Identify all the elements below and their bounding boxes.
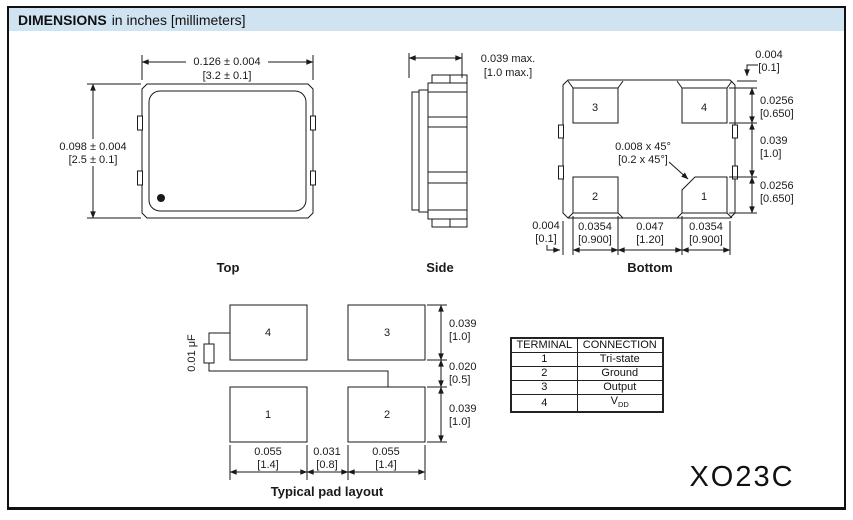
pad-gap-v-inches: 0.039 xyxy=(760,135,788,147)
gap-left-mm: [0.1] xyxy=(535,233,557,245)
top-width-mm: [3.2 ± 0.1] xyxy=(202,70,252,82)
gap-top-inches: 0.004 xyxy=(755,49,783,61)
terminal-cell: 3 xyxy=(511,381,577,395)
col-gap-mm: [0.8] xyxy=(316,459,338,471)
table-row xyxy=(511,353,663,367)
capacitor-symbol xyxy=(204,344,214,363)
pad-h-bot-mm: [0.650] xyxy=(760,193,794,205)
capacitor-value: 0.01 μF xyxy=(186,334,198,372)
bottom-pad2-number: 2 xyxy=(591,191,599,203)
side-lid-outline xyxy=(412,92,419,210)
terminal-connection-table xyxy=(510,337,664,413)
terminal-cell: 4 xyxy=(511,395,577,413)
connection-column-header: CONNECTION xyxy=(577,338,663,353)
chamfer-note-mm: [0.2 x 45°] xyxy=(618,154,668,166)
connection-cell: Tri-state xyxy=(577,353,663,367)
bottom-pad1-number: 1 xyxy=(700,191,708,203)
castellation-notch xyxy=(138,116,143,130)
connection-cell: Output xyxy=(577,381,663,395)
vdd-label: V xyxy=(610,395,618,407)
header-title: DIMENSIONS xyxy=(18,11,107,28)
pad-h-top-mm: [0.650] xyxy=(760,108,794,120)
top-view xyxy=(54,54,316,275)
layout-pad1-number: 1 xyxy=(264,409,272,421)
gap-left-leader xyxy=(547,245,560,250)
col-right-mm: [1.4] xyxy=(375,459,397,471)
pad-h-bot-inches: 0.0256 xyxy=(760,180,794,192)
gap-top-leader xyxy=(747,65,758,76)
row-gap-mm: [0.5] xyxy=(449,374,471,386)
pad-layout xyxy=(186,305,477,499)
thickness-extension-lines xyxy=(409,53,462,78)
top-view-label: Top xyxy=(216,260,240,275)
gap-top-mm: [0.1] xyxy=(758,62,780,74)
castellation-notch xyxy=(733,125,738,138)
vdd-subscript: DD xyxy=(618,400,629,410)
table-header-row xyxy=(511,338,663,353)
bottom-view xyxy=(532,49,793,275)
bottom-pad3-number: 3 xyxy=(591,102,599,114)
terminal-column-header: TERMINAL xyxy=(511,338,577,353)
side-body-outline xyxy=(428,83,467,219)
col-gap-inches: 0.031 xyxy=(313,446,341,458)
top-height-inches: 0.098 ± 0.004 xyxy=(59,141,127,153)
header-subtitle: in inches [millimeters] xyxy=(111,11,246,28)
top-width-inches: 0.126 ± 0.004 xyxy=(193,56,261,68)
row-top-inches: 0.039 xyxy=(449,318,477,330)
castellation-notch xyxy=(559,125,564,138)
pad-gap-h-mm: [1.20] xyxy=(636,234,664,246)
table-row xyxy=(511,395,663,413)
terminal-cell: 2 xyxy=(511,367,577,381)
pad-layout-label: Typical pad layout xyxy=(270,484,384,499)
table-row xyxy=(511,381,663,395)
castellation-notch xyxy=(138,171,143,185)
chamfer-leader-arrow xyxy=(669,162,688,179)
pad-w-left-inches: 0.0354 xyxy=(578,221,612,233)
side-layer-outline xyxy=(419,90,428,212)
col-left-mm: [1.4] xyxy=(257,459,279,471)
table-row xyxy=(511,367,663,381)
part-number: XO23C xyxy=(689,461,795,493)
bottom-view-label: Bottom xyxy=(627,260,673,275)
layout-pad2-number: 2 xyxy=(383,409,391,421)
pad-w-right-mm: [0.900] xyxy=(689,234,723,246)
right-extension-lines xyxy=(729,81,757,213)
connection-cell xyxy=(577,395,663,413)
col-left-inches: 0.055 xyxy=(254,446,282,458)
pin1-marker-dot xyxy=(157,194,165,202)
pad-gap-h-inches: 0.047 xyxy=(636,221,664,233)
row-bot-inches: 0.039 xyxy=(449,403,477,415)
side-view-label: Side xyxy=(426,260,454,275)
castellation-notch xyxy=(311,171,316,185)
layout-right-extension-lines xyxy=(427,305,447,442)
side-view xyxy=(409,53,535,275)
top-lid-outline xyxy=(149,91,306,211)
connection-cell: Ground xyxy=(577,367,663,381)
chamfer-note-inches: 0.008 x 45° xyxy=(615,141,671,153)
row-gap-inches: 0.020 xyxy=(449,361,477,373)
castellation-notch xyxy=(559,166,564,179)
bottom-pad4-number: 4 xyxy=(700,102,708,114)
layout-pad3-number: 3 xyxy=(383,327,391,339)
side-thickness-mm: [1.0 max.] xyxy=(483,67,533,79)
row-top-mm: [1.0] xyxy=(449,331,471,343)
top-height-mm: [2.5 ± 0.1] xyxy=(68,154,118,166)
col-right-inches: 0.055 xyxy=(372,446,400,458)
gap-left-inches: 0.004 xyxy=(532,220,560,232)
side-thickness-inches: 0.039 max. xyxy=(480,53,536,65)
pad-h-top-inches: 0.0256 xyxy=(760,95,794,107)
castellation-notch xyxy=(311,116,316,130)
pad-gap-v-mm: [1.0] xyxy=(760,148,782,160)
layout-pad4-number: 4 xyxy=(264,327,272,339)
terminal-cell: 1 xyxy=(511,353,577,367)
pad-w-left-mm: [0.900] xyxy=(578,234,612,246)
row-bot-mm: [1.0] xyxy=(449,416,471,428)
side-body-lines xyxy=(428,75,467,227)
pad-w-right-inches: 0.0354 xyxy=(689,221,723,233)
top-package-outline xyxy=(142,84,313,218)
